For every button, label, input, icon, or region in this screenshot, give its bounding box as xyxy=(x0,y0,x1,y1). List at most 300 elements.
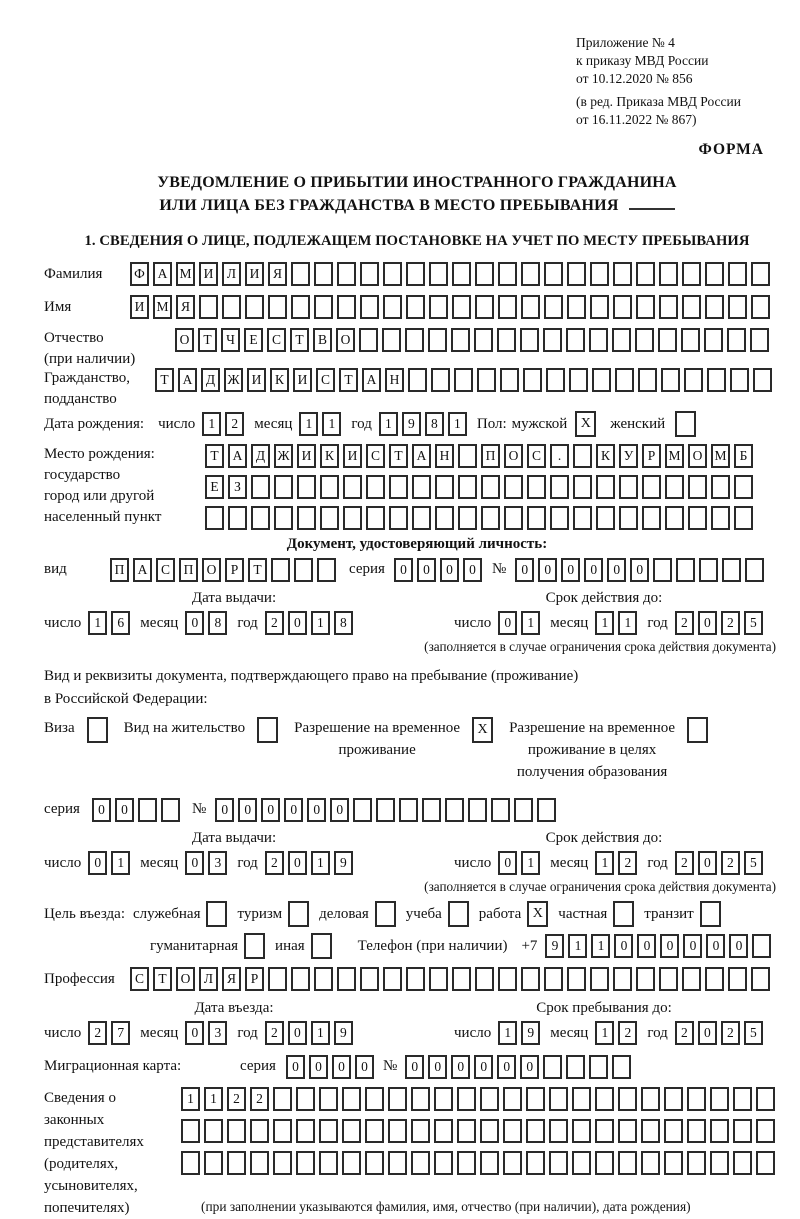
form-cell[interactable] xyxy=(596,475,615,499)
form-cell[interactable]: Т xyxy=(339,368,358,392)
form-cell[interactable] xyxy=(566,328,585,352)
form-cell[interactable] xyxy=(752,934,771,958)
form-cell[interactable]: А xyxy=(178,368,197,392)
form-cell[interactable]: 0 xyxy=(307,798,326,822)
form-cell[interactable] xyxy=(457,1087,476,1111)
form-cell[interactable]: 1 xyxy=(204,1087,223,1111)
form-cell[interactable]: 3 xyxy=(208,851,227,875)
form-cell[interactable] xyxy=(596,506,615,530)
form-cell[interactable]: 1 xyxy=(498,1021,517,1045)
form-cell[interactable] xyxy=(360,262,379,286)
form-cell[interactable] xyxy=(730,368,749,392)
form-cell[interactable] xyxy=(642,475,661,499)
form-cell[interactable] xyxy=(296,1151,315,1175)
form-cell[interactable] xyxy=(751,262,770,286)
form-cell[interactable] xyxy=(546,368,565,392)
form-cell[interactable]: 1 xyxy=(521,851,540,875)
form-cell[interactable]: Р xyxy=(245,967,264,991)
form-cell[interactable]: И xyxy=(245,262,264,286)
form-cell[interactable]: Т xyxy=(155,368,174,392)
form-cell[interactable] xyxy=(549,1151,568,1175)
form-cell[interactable] xyxy=(366,506,385,530)
form-cell[interactable] xyxy=(527,506,546,530)
form-cell[interactable]: С xyxy=(130,967,149,991)
form-cell[interactable] xyxy=(273,1119,292,1143)
form-cell[interactable] xyxy=(388,1087,407,1111)
form-cell[interactable]: 0 xyxy=(440,558,459,582)
form-cell[interactable] xyxy=(411,1119,430,1143)
form-cell[interactable] xyxy=(550,506,569,530)
purpose-option-checkbox[interactable] xyxy=(311,933,332,959)
form-cell[interactable]: 0 xyxy=(538,558,557,582)
form-cell[interactable]: 2 xyxy=(618,851,637,875)
form-cell[interactable]: 0 xyxy=(92,798,111,822)
form-cell[interactable]: Ж xyxy=(224,368,243,392)
form-cell[interactable]: 0 xyxy=(637,934,656,958)
form-cell[interactable] xyxy=(750,328,769,352)
form-cell[interactable] xyxy=(734,475,753,499)
permit-option-checkbox[interactable] xyxy=(687,717,708,743)
form-cell[interactable]: И xyxy=(199,262,218,286)
sex-male-checkbox[interactable]: X xyxy=(575,411,596,437)
form-cell[interactable] xyxy=(520,328,539,352)
form-cell[interactable] xyxy=(291,295,310,319)
form-cell[interactable]: 0 xyxy=(405,1055,424,1079)
form-cell[interactable] xyxy=(613,262,632,286)
form-cell[interactable]: 0 xyxy=(261,798,280,822)
form-cell[interactable]: П xyxy=(481,444,500,468)
form-cell[interactable] xyxy=(733,1087,752,1111)
form-cell[interactable] xyxy=(434,1119,453,1143)
form-cell[interactable] xyxy=(573,444,592,468)
form-cell[interactable]: 1 xyxy=(311,851,330,875)
form-cell[interactable] xyxy=(595,1119,614,1143)
form-cell[interactable] xyxy=(250,1119,269,1143)
form-cell[interactable] xyxy=(590,967,609,991)
form-cell[interactable] xyxy=(431,368,450,392)
form-cell[interactable] xyxy=(653,558,672,582)
form-cell[interactable] xyxy=(291,262,310,286)
form-cell[interactable]: 0 xyxy=(115,798,134,822)
form-cell[interactable] xyxy=(314,295,333,319)
form-cell[interactable] xyxy=(635,328,654,352)
form-cell[interactable]: 5 xyxy=(744,851,763,875)
form-cell[interactable] xyxy=(498,262,517,286)
form-cell[interactable]: 1 xyxy=(88,611,107,635)
form-cell[interactable]: 0 xyxy=(394,558,413,582)
form-cell[interactable]: Ч xyxy=(221,328,240,352)
form-cell[interactable]: 0 xyxy=(515,558,534,582)
form-cell[interactable] xyxy=(181,1119,200,1143)
form-cell[interactable]: 9 xyxy=(402,412,421,436)
form-cell[interactable] xyxy=(613,967,632,991)
form-cell[interactable]: 0 xyxy=(309,1055,328,1079)
form-cell[interactable] xyxy=(526,1119,545,1143)
form-cell[interactable]: 0 xyxy=(706,934,725,958)
form-cell[interactable]: . xyxy=(550,444,569,468)
form-cell[interactable] xyxy=(383,295,402,319)
form-cell[interactable]: 0 xyxy=(330,798,349,822)
permit-option-checkbox[interactable] xyxy=(87,717,108,743)
form-cell[interactable] xyxy=(544,262,563,286)
form-cell[interactable] xyxy=(480,1119,499,1143)
form-cell[interactable] xyxy=(711,506,730,530)
form-cell[interactable] xyxy=(365,1087,384,1111)
form-cell[interactable] xyxy=(376,798,395,822)
form-cell[interactable] xyxy=(498,295,517,319)
form-cell[interactable] xyxy=(687,1119,706,1143)
form-cell[interactable] xyxy=(297,475,316,499)
form-cell[interactable] xyxy=(676,558,695,582)
form-cell[interactable]: 2 xyxy=(618,1021,637,1045)
form-cell[interactable] xyxy=(705,295,724,319)
form-cell[interactable]: М xyxy=(711,444,730,468)
form-cell[interactable] xyxy=(428,328,447,352)
form-cell[interactable] xyxy=(337,295,356,319)
form-cell[interactable] xyxy=(751,295,770,319)
form-cell[interactable] xyxy=(619,506,638,530)
form-cell[interactable]: 1 xyxy=(299,412,318,436)
form-cell[interactable] xyxy=(319,1151,338,1175)
form-cell[interactable] xyxy=(365,1151,384,1175)
form-cell[interactable] xyxy=(503,1087,522,1111)
form-cell[interactable] xyxy=(664,1087,683,1111)
form-cell[interactable] xyxy=(682,262,701,286)
form-cell[interactable]: М xyxy=(176,262,195,286)
form-cell[interactable]: С xyxy=(366,444,385,468)
form-cell[interactable]: К xyxy=(270,368,289,392)
form-cell[interactable] xyxy=(227,1151,246,1175)
form-cell[interactable] xyxy=(480,1151,499,1175)
form-cell[interactable] xyxy=(504,506,523,530)
form-cell[interactable] xyxy=(388,1119,407,1143)
form-cell[interactable]: 0 xyxy=(185,851,204,875)
form-cell[interactable]: Ж xyxy=(274,444,293,468)
form-cell[interactable] xyxy=(481,475,500,499)
form-cell[interactable] xyxy=(658,328,677,352)
purpose-option-checkbox[interactable] xyxy=(375,901,396,927)
purpose-option-checkbox[interactable]: X xyxy=(527,901,548,927)
form-cell[interactable] xyxy=(753,368,772,392)
form-cell[interactable] xyxy=(452,262,471,286)
form-cell[interactable]: 2 xyxy=(675,611,694,635)
form-cell[interactable]: Б xyxy=(734,444,753,468)
form-cell[interactable] xyxy=(642,506,661,530)
form-cell[interactable]: 2 xyxy=(265,1021,284,1045)
form-cell[interactable] xyxy=(296,1119,315,1143)
form-cell[interactable]: К xyxy=(320,444,339,468)
form-cell[interactable] xyxy=(572,1119,591,1143)
form-cell[interactable] xyxy=(756,1119,775,1143)
form-cell[interactable]: 1 xyxy=(595,851,614,875)
form-cell[interactable]: Н xyxy=(435,444,454,468)
form-cell[interactable] xyxy=(681,328,700,352)
form-cell[interactable]: 0 xyxy=(332,1055,351,1079)
form-cell[interactable] xyxy=(227,1119,246,1143)
form-cell[interactable]: М xyxy=(665,444,684,468)
form-cell[interactable]: 7 xyxy=(111,1021,130,1045)
sex-female-checkbox[interactable] xyxy=(675,411,696,437)
form-cell[interactable] xyxy=(411,1087,430,1111)
form-cell[interactable] xyxy=(451,328,470,352)
permit-option-checkbox[interactable]: X xyxy=(472,717,493,743)
form-cell[interactable]: 0 xyxy=(520,1055,539,1079)
form-cell[interactable]: Я xyxy=(176,295,195,319)
form-cell[interactable]: Р xyxy=(225,558,244,582)
form-cell[interactable]: 1 xyxy=(311,611,330,635)
form-cell[interactable] xyxy=(251,475,270,499)
form-cell[interactable] xyxy=(521,295,540,319)
form-cell[interactable]: С xyxy=(267,328,286,352)
form-cell[interactable] xyxy=(618,1087,637,1111)
purpose-option-checkbox[interactable] xyxy=(206,901,227,927)
form-cell[interactable]: Я xyxy=(268,262,287,286)
form-cell[interactable] xyxy=(337,967,356,991)
form-cell[interactable] xyxy=(297,506,316,530)
form-cell[interactable] xyxy=(636,967,655,991)
form-cell[interactable] xyxy=(452,967,471,991)
form-cell[interactable]: Л xyxy=(222,262,241,286)
form-cell[interactable] xyxy=(566,1055,585,1079)
form-cell[interactable]: 0 xyxy=(584,558,603,582)
form-cell[interactable] xyxy=(429,262,448,286)
form-cell[interactable]: К xyxy=(596,444,615,468)
form-cell[interactable]: 0 xyxy=(288,1021,307,1045)
form-cell[interactable]: Л xyxy=(199,967,218,991)
permit-option-checkbox[interactable] xyxy=(257,717,278,743)
form-cell[interactable]: Т xyxy=(290,328,309,352)
form-cell[interactable] xyxy=(661,368,680,392)
form-cell[interactable] xyxy=(429,295,448,319)
form-cell[interactable]: 0 xyxy=(451,1055,470,1079)
form-cell[interactable] xyxy=(250,1151,269,1175)
form-cell[interactable]: 1 xyxy=(379,412,398,436)
form-cell[interactable]: 9 xyxy=(521,1021,540,1045)
form-cell[interactable] xyxy=(722,558,741,582)
form-cell[interactable] xyxy=(503,1119,522,1143)
form-cell[interactable]: Т xyxy=(389,444,408,468)
form-cell[interactable] xyxy=(382,328,401,352)
form-cell[interactable]: 9 xyxy=(545,934,564,958)
form-cell[interactable]: А xyxy=(412,444,431,468)
form-cell[interactable]: П xyxy=(179,558,198,582)
form-cell[interactable] xyxy=(543,1055,562,1079)
form-cell[interactable]: 1 xyxy=(568,934,587,958)
form-cell[interactable] xyxy=(268,967,287,991)
form-cell[interactable]: А xyxy=(228,444,247,468)
form-cell[interactable]: П xyxy=(110,558,129,582)
form-cell[interactable] xyxy=(595,1087,614,1111)
form-cell[interactable]: Е xyxy=(244,328,263,352)
form-cell[interactable]: И xyxy=(297,444,316,468)
form-cell[interactable] xyxy=(406,967,425,991)
form-cell[interactable] xyxy=(733,1151,752,1175)
form-cell[interactable]: О xyxy=(336,328,355,352)
form-cell[interactable]: 0 xyxy=(355,1055,374,1079)
form-cell[interactable] xyxy=(388,1151,407,1175)
form-cell[interactable] xyxy=(569,368,588,392)
form-cell[interactable]: С xyxy=(527,444,546,468)
form-cell[interactable] xyxy=(353,798,372,822)
form-cell[interactable]: 1 xyxy=(618,611,637,635)
form-cell[interactable] xyxy=(435,475,454,499)
form-cell[interactable]: С xyxy=(316,368,335,392)
form-cell[interactable] xyxy=(317,558,336,582)
form-cell[interactable]: Д xyxy=(201,368,220,392)
form-cell[interactable] xyxy=(245,295,264,319)
form-cell[interactable]: 0 xyxy=(698,851,717,875)
form-cell[interactable]: З xyxy=(228,475,247,499)
form-cell[interactable] xyxy=(756,1151,775,1175)
form-cell[interactable] xyxy=(636,262,655,286)
form-cell[interactable]: 2 xyxy=(250,1087,269,1111)
form-cell[interactable]: Т xyxy=(198,328,217,352)
form-cell[interactable] xyxy=(684,368,703,392)
form-cell[interactable]: 1 xyxy=(448,412,467,436)
form-cell[interactable]: Р xyxy=(642,444,661,468)
form-cell[interactable]: Е xyxy=(205,475,224,499)
form-cell[interactable] xyxy=(296,1087,315,1111)
form-cell[interactable] xyxy=(271,558,290,582)
form-cell[interactable] xyxy=(612,1055,631,1079)
form-cell[interactable]: 2 xyxy=(721,1021,740,1045)
form-cell[interactable]: Н xyxy=(385,368,404,392)
form-cell[interactable] xyxy=(526,1087,545,1111)
form-cell[interactable]: 1 xyxy=(181,1087,200,1111)
form-cell[interactable] xyxy=(615,368,634,392)
form-cell[interactable]: 1 xyxy=(595,1021,614,1045)
form-cell[interactable] xyxy=(659,967,678,991)
form-cell[interactable]: 0 xyxy=(215,798,234,822)
form-cell[interactable] xyxy=(422,798,441,822)
form-cell[interactable]: 0 xyxy=(683,934,702,958)
form-cell[interactable] xyxy=(319,1119,338,1143)
form-cell[interactable]: О xyxy=(688,444,707,468)
form-cell[interactable]: И xyxy=(343,444,362,468)
form-cell[interactable] xyxy=(550,475,569,499)
form-cell[interactable] xyxy=(273,1151,292,1175)
form-cell[interactable] xyxy=(664,1119,683,1143)
form-cell[interactable]: 0 xyxy=(498,851,517,875)
form-cell[interactable] xyxy=(406,295,425,319)
form-cell[interactable] xyxy=(251,506,270,530)
form-cell[interactable] xyxy=(567,262,586,286)
form-cell[interactable]: 5 xyxy=(744,611,763,635)
form-cell[interactable] xyxy=(161,798,180,822)
form-cell[interactable] xyxy=(365,1119,384,1143)
form-cell[interactable] xyxy=(435,506,454,530)
form-cell[interactable] xyxy=(526,1151,545,1175)
form-cell[interactable]: И xyxy=(247,368,266,392)
form-cell[interactable] xyxy=(383,262,402,286)
form-cell[interactable] xyxy=(521,967,540,991)
form-cell[interactable]: 0 xyxy=(288,851,307,875)
form-cell[interactable] xyxy=(589,328,608,352)
form-cell[interactable] xyxy=(445,798,464,822)
form-cell[interactable] xyxy=(342,1087,361,1111)
purpose-option-checkbox[interactable] xyxy=(613,901,634,927)
form-cell[interactable]: Я xyxy=(222,967,241,991)
form-cell[interactable] xyxy=(337,262,356,286)
form-cell[interactable] xyxy=(498,967,517,991)
form-cell[interactable] xyxy=(665,475,684,499)
form-cell[interactable] xyxy=(343,506,362,530)
form-cell[interactable] xyxy=(504,475,523,499)
form-cell[interactable] xyxy=(342,1151,361,1175)
form-cell[interactable] xyxy=(549,1119,568,1143)
form-cell[interactable]: 0 xyxy=(463,558,482,582)
form-cell[interactable] xyxy=(360,967,379,991)
form-cell[interactable] xyxy=(641,1119,660,1143)
form-cell[interactable] xyxy=(688,475,707,499)
form-cell[interactable] xyxy=(573,506,592,530)
form-cell[interactable] xyxy=(707,368,726,392)
form-cell[interactable]: А xyxy=(362,368,381,392)
form-cell[interactable]: С xyxy=(156,558,175,582)
form-cell[interactable]: О xyxy=(175,328,194,352)
form-cell[interactable] xyxy=(699,558,718,582)
form-cell[interactable] xyxy=(389,475,408,499)
form-cell[interactable] xyxy=(665,506,684,530)
form-cell[interactable] xyxy=(497,328,516,352)
form-cell[interactable]: 0 xyxy=(698,1021,717,1045)
form-cell[interactable] xyxy=(590,295,609,319)
form-cell[interactable]: 1 xyxy=(311,1021,330,1045)
form-cell[interactable] xyxy=(138,798,157,822)
form-cell[interactable]: 0 xyxy=(614,934,633,958)
form-cell[interactable] xyxy=(228,506,247,530)
form-cell[interactable]: 2 xyxy=(227,1087,246,1111)
form-cell[interactable] xyxy=(408,368,427,392)
form-cell[interactable] xyxy=(636,295,655,319)
form-cell[interactable]: 1 xyxy=(322,412,341,436)
form-cell[interactable] xyxy=(756,1087,775,1111)
form-cell[interactable] xyxy=(273,1087,292,1111)
form-cell[interactable] xyxy=(567,967,586,991)
form-cell[interactable] xyxy=(314,262,333,286)
form-cell[interactable] xyxy=(291,967,310,991)
form-cell[interactable] xyxy=(320,506,339,530)
form-cell[interactable] xyxy=(659,262,678,286)
form-cell[interactable] xyxy=(751,967,770,991)
form-cell[interactable]: 9 xyxy=(334,1021,353,1045)
form-cell[interactable] xyxy=(592,368,611,392)
form-cell[interactable] xyxy=(544,295,563,319)
form-cell[interactable]: 0 xyxy=(498,611,517,635)
form-cell[interactable]: О xyxy=(504,444,523,468)
purpose-option-checkbox[interactable] xyxy=(700,901,721,927)
form-cell[interactable] xyxy=(274,475,293,499)
form-cell[interactable]: 0 xyxy=(288,611,307,635)
form-cell[interactable]: 5 xyxy=(744,1021,763,1045)
form-cell[interactable] xyxy=(434,1151,453,1175)
form-cell[interactable]: 0 xyxy=(428,1055,447,1079)
form-cell[interactable]: 1 xyxy=(595,611,614,635)
form-cell[interactable] xyxy=(406,262,425,286)
form-cell[interactable]: Ф xyxy=(130,262,149,286)
form-cell[interactable] xyxy=(359,328,378,352)
form-cell[interactable]: 0 xyxy=(88,851,107,875)
form-cell[interactable] xyxy=(429,967,448,991)
form-cell[interactable]: 2 xyxy=(225,412,244,436)
form-cell[interactable] xyxy=(613,295,632,319)
form-cell[interactable]: 2 xyxy=(675,1021,694,1045)
form-cell[interactable] xyxy=(457,1119,476,1143)
form-cell[interactable]: 0 xyxy=(286,1055,305,1079)
form-cell[interactable]: 0 xyxy=(698,611,717,635)
form-cell[interactable] xyxy=(491,798,510,822)
form-cell[interactable] xyxy=(481,506,500,530)
